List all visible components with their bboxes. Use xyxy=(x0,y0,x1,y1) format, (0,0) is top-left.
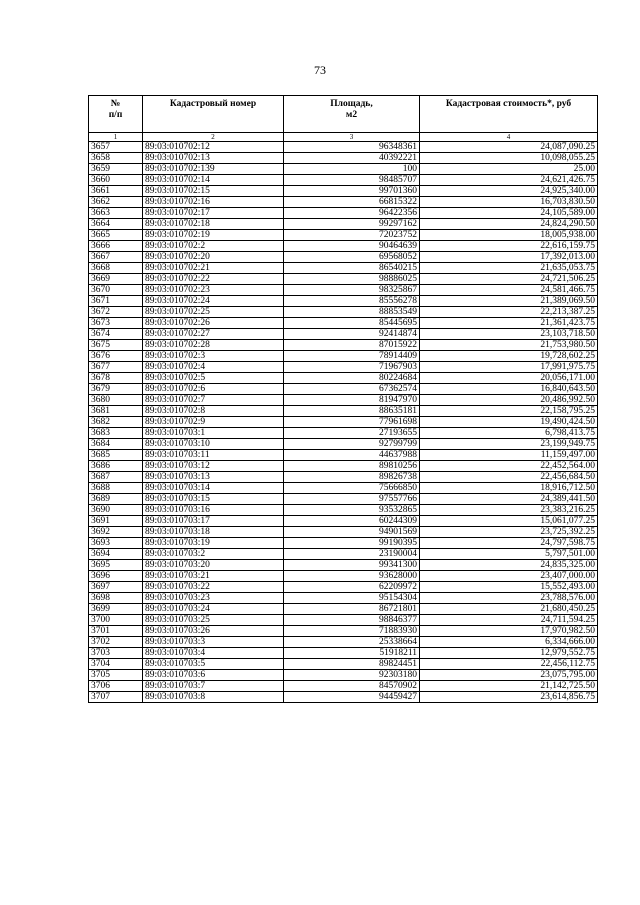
row-number-cell: 3657 xyxy=(89,142,143,153)
cost-cell: 22,456,684.50 xyxy=(420,472,598,483)
area-cell: 84570902 xyxy=(284,681,420,692)
cost-cell: 24,721,506.25 xyxy=(420,274,598,285)
cadastral-number-cell: 89:03:010702:20 xyxy=(143,252,284,263)
area-cell: 89810256 xyxy=(284,461,420,472)
cadastral-number-cell: 89:03:010703:10 xyxy=(143,439,284,450)
cost-cell: 21,361,423.75 xyxy=(420,318,598,329)
table-row xyxy=(89,406,598,417)
table-row xyxy=(89,373,598,384)
cadastral-number-cell: 89:03:010703:18 xyxy=(143,527,284,538)
table-row xyxy=(89,263,598,274)
table-row xyxy=(89,175,598,186)
table-row xyxy=(89,307,598,318)
cadastral-number-cell: 89:03:010703:5 xyxy=(143,659,284,670)
area-cell: 100 xyxy=(284,164,420,175)
row-number-cell: 3701 xyxy=(89,626,143,637)
cadastral-number-cell: 89:03:010703:14 xyxy=(143,483,284,494)
area-cell: 67362574 xyxy=(284,384,420,395)
cadastral-number-cell: 89:03:010702:28 xyxy=(143,340,284,351)
area-cell: 25338664 xyxy=(284,637,420,648)
table-row xyxy=(89,681,598,692)
row-number-cell: 3700 xyxy=(89,615,143,626)
row-number-cell: 3669 xyxy=(89,274,143,285)
row-number-cell: 3688 xyxy=(89,483,143,494)
area-cell: 85445695 xyxy=(284,318,420,329)
cost-cell: 24,105,589.00 xyxy=(420,208,598,219)
row-number-cell: 3676 xyxy=(89,351,143,362)
cost-cell: 18,005,938.00 xyxy=(420,230,598,241)
cost-cell: 24,087,090.25 xyxy=(420,142,598,153)
cost-cell: 23,407,000.00 xyxy=(420,571,598,582)
row-number-cell: 3665 xyxy=(89,230,143,241)
column-number: 3 xyxy=(284,133,420,142)
row-number-cell: 3703 xyxy=(89,648,143,659)
table-row xyxy=(89,208,598,219)
header-area-line2: м2 xyxy=(345,110,358,120)
cadastral-number-cell: 89:03:010702:7 xyxy=(143,395,284,406)
area-cell: 99701360 xyxy=(284,186,420,197)
row-number-cell: 3673 xyxy=(89,318,143,329)
column-number-row xyxy=(89,133,598,142)
area-cell: 86540215 xyxy=(284,263,420,274)
cost-cell: 24,797,598.75 xyxy=(420,538,598,549)
cost-cell: 21,635,053.75 xyxy=(420,263,598,274)
row-number-cell: 3662 xyxy=(89,197,143,208)
cadastral-number-cell: 89:03:010703:8 xyxy=(143,692,284,703)
area-cell: 87015922 xyxy=(284,340,420,351)
area-cell: 72023752 xyxy=(284,230,420,241)
row-number-cell: 3674 xyxy=(89,329,143,340)
cadastral-number-cell: 89:03:010702:14 xyxy=(143,175,284,186)
cadastral-number-cell: 89:03:010702:22 xyxy=(143,274,284,285)
row-number-cell: 3663 xyxy=(89,208,143,219)
table-row xyxy=(89,318,598,329)
cadastral-number-cell: 89:03:010703:13 xyxy=(143,472,284,483)
row-number-cell: 3661 xyxy=(89,186,143,197)
row-number-cell: 3692 xyxy=(89,527,143,538)
row-number-cell: 3693 xyxy=(89,538,143,549)
cadastral-number-cell: 89:03:010702:26 xyxy=(143,318,284,329)
row-number-cell: 3690 xyxy=(89,505,143,516)
table-row xyxy=(89,340,598,351)
area-cell: 86721801 xyxy=(284,604,420,615)
area-cell: 99190395 xyxy=(284,538,420,549)
table-row xyxy=(89,604,598,615)
table-row xyxy=(89,428,598,439)
cost-cell: 16,840,643.50 xyxy=(420,384,598,395)
table-row xyxy=(89,197,598,208)
header-number-line2: п/п xyxy=(108,110,123,120)
cadastral-number-cell: 89:03:010703:7 xyxy=(143,681,284,692)
area-cell: 94901569 xyxy=(284,527,420,538)
cadastral-number-cell: 89:03:010702:24 xyxy=(143,296,284,307)
header-area xyxy=(284,96,420,133)
cadastral-number-cell: 89:03:010702:12 xyxy=(143,142,284,153)
table-row xyxy=(89,615,598,626)
row-number-cell: 3691 xyxy=(89,516,143,527)
area-cell: 89826738 xyxy=(284,472,420,483)
area-cell: 69568052 xyxy=(284,252,420,263)
row-number-cell: 3664 xyxy=(89,219,143,230)
table-row xyxy=(89,582,598,593)
area-cell: 81947970 xyxy=(284,395,420,406)
cadastral-number-cell: 89:03:010703:23 xyxy=(143,593,284,604)
row-number-cell: 3696 xyxy=(89,571,143,582)
table-row xyxy=(89,351,598,362)
cost-cell: 23,103,718.50 xyxy=(420,329,598,340)
table-row xyxy=(89,329,598,340)
table-row xyxy=(89,395,598,406)
area-cell: 93628000 xyxy=(284,571,420,582)
row-number-cell: 3666 xyxy=(89,241,143,252)
row-number-cell: 3695 xyxy=(89,560,143,571)
row-number-cell: 3667 xyxy=(89,252,143,263)
table-row xyxy=(89,549,598,560)
area-cell: 90464639 xyxy=(284,241,420,252)
row-number-cell: 3697 xyxy=(89,582,143,593)
row-number-cell: 3678 xyxy=(89,373,143,384)
area-cell: 27193655 xyxy=(284,428,420,439)
table-row xyxy=(89,142,598,153)
table-row xyxy=(89,241,598,252)
cost-cell: 24,711,594.25 xyxy=(420,615,598,626)
cost-cell: 23,383,216.25 xyxy=(420,505,598,516)
area-cell: 77961698 xyxy=(284,417,420,428)
row-number-cell: 3679 xyxy=(89,384,143,395)
row-number-cell: 3671 xyxy=(89,296,143,307)
cadastral-number-cell: 89:03:010702:3 xyxy=(143,351,284,362)
row-number-cell: 3686 xyxy=(89,461,143,472)
row-number-cell: 3675 xyxy=(89,340,143,351)
row-number-cell: 3684 xyxy=(89,439,143,450)
cadastral-number-cell: 89:03:010703:2 xyxy=(143,549,284,560)
row-number-cell: 3694 xyxy=(89,549,143,560)
cost-cell: 22,616,159.75 xyxy=(420,241,598,252)
table-row xyxy=(89,362,598,373)
row-number-cell: 3681 xyxy=(89,406,143,417)
cost-cell: 19,728,602.25 xyxy=(420,351,598,362)
row-number-cell: 3658 xyxy=(89,153,143,164)
cadastral-number-cell: 89:03:010703:1 xyxy=(143,428,284,439)
cadastral-number-cell: 89:03:010703:19 xyxy=(143,538,284,549)
cost-cell: 10,098,055.25 xyxy=(420,153,598,164)
cadastral-number-cell: 89:03:010702:19 xyxy=(143,230,284,241)
cost-cell: 23,199,949.75 xyxy=(420,439,598,450)
cadastral-number-cell: 89:03:010702:15 xyxy=(143,186,284,197)
cost-cell: 23,075,795.00 xyxy=(420,670,598,681)
cost-cell: 6,334,666.00 xyxy=(420,637,598,648)
area-cell: 98886025 xyxy=(284,274,420,285)
cost-cell: 22,452,564.00 xyxy=(420,461,598,472)
row-number-cell: 3707 xyxy=(89,692,143,703)
row-number-cell: 3659 xyxy=(89,164,143,175)
cadastral-number-cell: 89:03:010702:8 xyxy=(143,406,284,417)
table-row xyxy=(89,483,598,494)
table-row xyxy=(89,670,598,681)
cost-cell: 20,056,171.00 xyxy=(420,373,598,384)
area-cell: 93532865 xyxy=(284,505,420,516)
header-number-line1: № xyxy=(110,99,121,109)
cost-cell: 17,970,982.50 xyxy=(420,626,598,637)
cadastral-number-cell: 89:03:010703:20 xyxy=(143,560,284,571)
area-cell: 96422356 xyxy=(284,208,420,219)
cost-cell: 12,979,552.75 xyxy=(420,648,598,659)
row-number-cell: 3680 xyxy=(89,395,143,406)
row-number-cell: 3705 xyxy=(89,670,143,681)
table-row xyxy=(89,274,598,285)
header-cost: Кадастровая стоимость*, руб xyxy=(420,96,598,133)
cost-cell: 19,490,424.50 xyxy=(420,417,598,428)
table-row xyxy=(89,505,598,516)
cost-cell: 24,581,466.75 xyxy=(420,285,598,296)
cost-cell: 24,925,340.00 xyxy=(420,186,598,197)
header-cadastral: Кадастровый номер xyxy=(143,96,284,133)
area-cell: 85556278 xyxy=(284,296,420,307)
cost-cell: 23,725,392.25 xyxy=(420,527,598,538)
row-number-cell: 3660 xyxy=(89,175,143,186)
table-row xyxy=(89,637,598,648)
table-row xyxy=(89,153,598,164)
table-row xyxy=(89,538,598,549)
row-number-cell: 3670 xyxy=(89,285,143,296)
row-number-cell: 3702 xyxy=(89,637,143,648)
area-cell: 75666850 xyxy=(284,483,420,494)
table-row xyxy=(89,450,598,461)
cost-cell: 24,621,426.75 xyxy=(420,175,598,186)
cost-cell: 15,061,077.25 xyxy=(420,516,598,527)
cost-cell: 20,486,992.50 xyxy=(420,395,598,406)
column-number: 1 xyxy=(89,133,143,142)
cost-cell: 22,213,387.25 xyxy=(420,307,598,318)
table-row xyxy=(89,252,598,263)
area-cell: 89824451 xyxy=(284,659,420,670)
area-cell: 78914409 xyxy=(284,351,420,362)
area-cell: 88853549 xyxy=(284,307,420,318)
area-cell: 88635181 xyxy=(284,406,420,417)
table-row xyxy=(89,417,598,428)
area-cell: 51918211 xyxy=(284,648,420,659)
area-cell: 71967903 xyxy=(284,362,420,373)
row-number-cell: 3672 xyxy=(89,307,143,318)
table-row xyxy=(89,527,598,538)
area-cell: 99341300 xyxy=(284,560,420,571)
row-number-cell: 3687 xyxy=(89,472,143,483)
cadastral-number-cell: 89:03:010703:3 xyxy=(143,637,284,648)
area-cell: 98846377 xyxy=(284,615,420,626)
cost-cell: 24,389,441.50 xyxy=(420,494,598,505)
cadastral-number-cell: 89:03:010703:24 xyxy=(143,604,284,615)
cost-cell: 15,552,493.00 xyxy=(420,582,598,593)
cost-cell: 18,916,712.50 xyxy=(420,483,598,494)
area-cell: 94459427 xyxy=(284,692,420,703)
cadastre-table xyxy=(88,95,598,703)
cost-cell: 6,798,413.75 xyxy=(420,428,598,439)
cost-cell: 21,389,069.50 xyxy=(420,296,598,307)
cadastral-number-cell: 89:03:010702:2 xyxy=(143,241,284,252)
table-row xyxy=(89,494,598,505)
cadastral-number-cell: 89:03:010702:13 xyxy=(143,153,284,164)
area-cell: 44637988 xyxy=(284,450,420,461)
table-body xyxy=(89,142,598,703)
table-row xyxy=(89,648,598,659)
cost-cell: 16,703,830.50 xyxy=(420,197,598,208)
cost-cell: 24,835,325.00 xyxy=(420,560,598,571)
row-number-cell: 3677 xyxy=(89,362,143,373)
area-cell: 60244309 xyxy=(284,516,420,527)
cadastral-number-cell: 89:03:010703:6 xyxy=(143,670,284,681)
table-row xyxy=(89,472,598,483)
area-cell: 98325867 xyxy=(284,285,420,296)
table-row xyxy=(89,296,598,307)
cost-cell: 21,142,725.50 xyxy=(420,681,598,692)
table-row xyxy=(89,461,598,472)
cost-cell: 22,158,795.25 xyxy=(420,406,598,417)
area-cell: 66815322 xyxy=(284,197,420,208)
header-area-line1: Площадь, xyxy=(330,99,373,109)
cadastral-number-cell: 89:03:010703:26 xyxy=(143,626,284,637)
cadastral-number-cell: 89:03:010702:21 xyxy=(143,263,284,274)
cost-cell: 23,614,856.75 xyxy=(420,692,598,703)
cadastral-number-cell: 89:03:010703:22 xyxy=(143,582,284,593)
row-number-cell: 3706 xyxy=(89,681,143,692)
cadastral-number-cell: 89:03:010702:139 xyxy=(143,164,284,175)
table-row xyxy=(89,384,598,395)
cost-cell: 5,797,501.00 xyxy=(420,549,598,560)
cost-cell: 24,824,290.50 xyxy=(420,219,598,230)
cadastral-number-cell: 89:03:010702:4 xyxy=(143,362,284,373)
cost-cell: 21,680,450.25 xyxy=(420,604,598,615)
table-row xyxy=(89,626,598,637)
cadastral-number-cell: 89:03:010703:25 xyxy=(143,615,284,626)
row-number-cell: 3699 xyxy=(89,604,143,615)
header-number xyxy=(89,96,143,133)
table-row xyxy=(89,593,598,604)
cost-cell: 17,991,975.75 xyxy=(420,362,598,373)
header-row xyxy=(89,96,598,133)
cadastral-number-cell: 89:03:010702:23 xyxy=(143,285,284,296)
area-cell: 71883930 xyxy=(284,626,420,637)
area-cell: 92414874 xyxy=(284,329,420,340)
row-number-cell: 3683 xyxy=(89,428,143,439)
cadastral-number-cell: 89:03:010702:18 xyxy=(143,219,284,230)
cadastral-number-cell: 89:03:010702:6 xyxy=(143,384,284,395)
cadastral-number-cell: 89:03:010702:5 xyxy=(143,373,284,384)
row-number-cell: 3704 xyxy=(89,659,143,670)
cadastral-number-cell: 89:03:010702:17 xyxy=(143,208,284,219)
area-cell: 96348361 xyxy=(284,142,420,153)
area-cell: 92799799 xyxy=(284,439,420,450)
table-row xyxy=(89,164,598,175)
cost-cell: 23,788,576.00 xyxy=(420,593,598,604)
area-cell: 97557766 xyxy=(284,494,420,505)
cost-cell: 21,753,980.50 xyxy=(420,340,598,351)
cadastral-number-cell: 89:03:010702:16 xyxy=(143,197,284,208)
cost-cell: 25.00 xyxy=(420,164,598,175)
cadastral-number-cell: 89:03:010703:17 xyxy=(143,516,284,527)
table-row xyxy=(89,285,598,296)
area-cell: 23190004 xyxy=(284,549,420,560)
row-number-cell: 3668 xyxy=(89,263,143,274)
cadastral-number-cell: 89:03:010703:16 xyxy=(143,505,284,516)
area-cell: 92303180 xyxy=(284,670,420,681)
cadastral-number-cell: 89:03:010702:25 xyxy=(143,307,284,318)
row-number-cell: 3698 xyxy=(89,593,143,604)
cost-cell: 22,456,112.75 xyxy=(420,659,598,670)
cadastral-number-cell: 89:03:010703:11 xyxy=(143,450,284,461)
row-number-cell: 3685 xyxy=(89,450,143,461)
cost-cell: 17,392,013.00 xyxy=(420,252,598,263)
area-cell: 40392221 xyxy=(284,153,420,164)
row-number-cell: 3682 xyxy=(89,417,143,428)
area-cell: 80224684 xyxy=(284,373,420,384)
cadastral-number-cell: 89:03:010702:27 xyxy=(143,329,284,340)
table-row xyxy=(89,219,598,230)
table-row xyxy=(89,659,598,670)
area-cell: 99297162 xyxy=(284,219,420,230)
table-row xyxy=(89,186,598,197)
table-row xyxy=(89,571,598,582)
area-cell: 95154304 xyxy=(284,593,420,604)
table-row xyxy=(89,560,598,571)
cadastral-number-cell: 89:03:010702:9 xyxy=(143,417,284,428)
cadastral-number-cell: 89:03:010703:12 xyxy=(143,461,284,472)
column-number: 4 xyxy=(420,133,598,142)
area-cell: 98485707 xyxy=(284,175,420,186)
table-row xyxy=(89,516,598,527)
cadastral-number-cell: 89:03:010703:15 xyxy=(143,494,284,505)
cadastral-number-cell: 89:03:010703:4 xyxy=(143,648,284,659)
row-number-cell: 3689 xyxy=(89,494,143,505)
table-row xyxy=(89,439,598,450)
page-number: 73 xyxy=(314,63,326,77)
column-number: 2 xyxy=(143,133,284,142)
table-row xyxy=(89,230,598,241)
cost-cell: 11,159,497.00 xyxy=(420,450,598,461)
table-row xyxy=(89,692,598,703)
cadastral-number-cell: 89:03:010703:21 xyxy=(143,571,284,582)
area-cell: 62209972 xyxy=(284,582,420,593)
